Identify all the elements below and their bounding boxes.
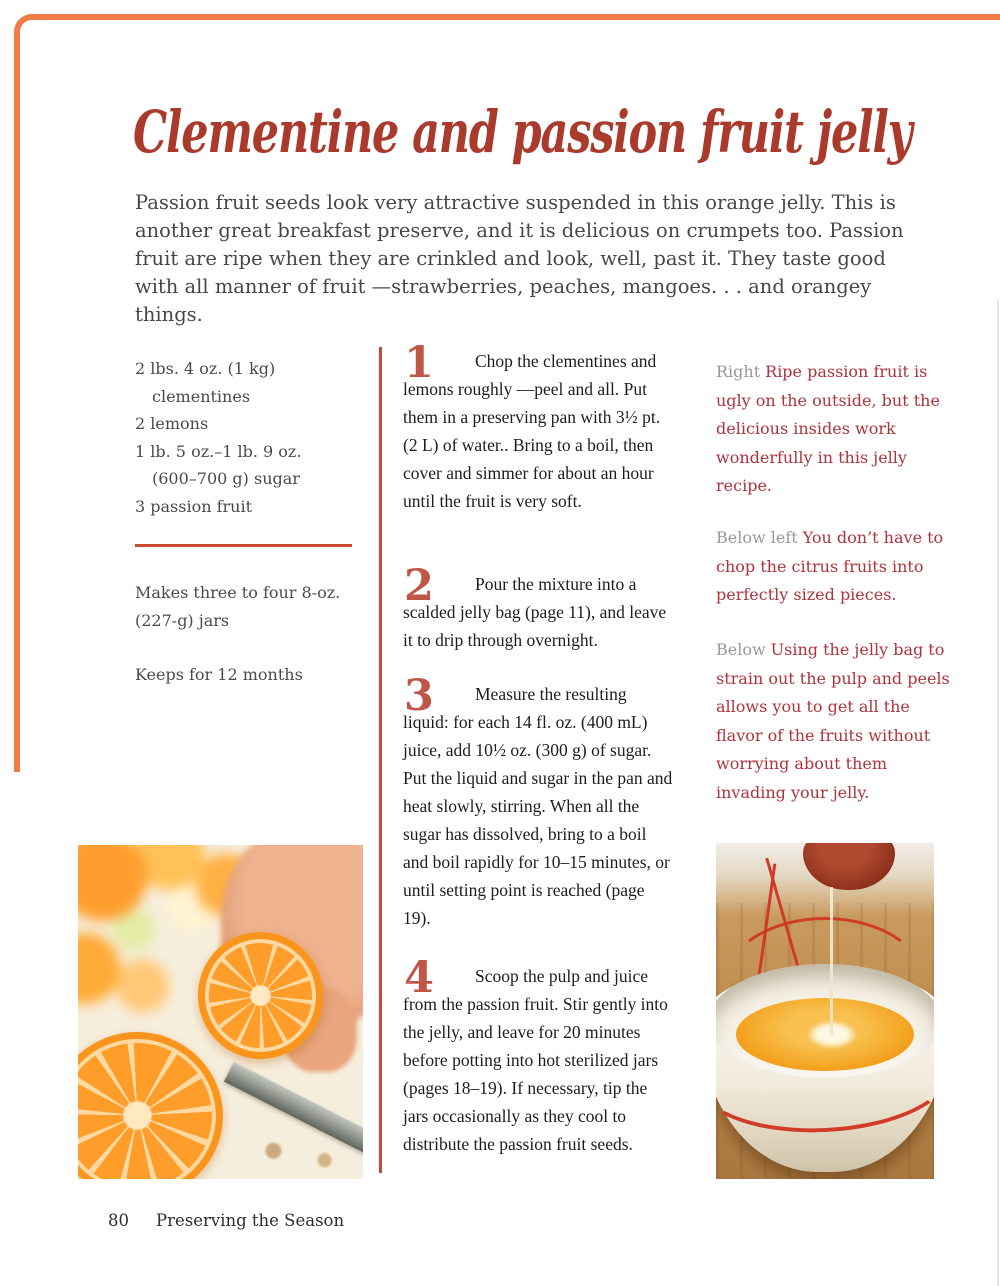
page-footer	[108, 1211, 344, 1230]
ingredients-divider-rule	[135, 544, 352, 547]
step	[403, 561, 675, 654]
drip-stream	[830, 887, 833, 1035]
ingredient-line: 1 lb. 5 oz.–1 lb. 9 oz.	[135, 441, 302, 461]
ingredient-line: 3 passion fruit	[135, 496, 253, 516]
step-number: 2	[404, 561, 434, 611]
caption-label: Below	[716, 640, 766, 659]
ingredient-line: 2 lemons	[135, 414, 209, 433]
caption-text: Using the jelly bag to strain out the pulp and peels allows you to get all the flavor of the fruits without worrying about them invading your jelly.	[716, 640, 950, 802]
book-title: Preserving the Season	[156, 1211, 345, 1230]
caption-text: You don’t have to chop the citrus fruits into perfectly sized pieces.	[716, 528, 944, 604]
step-text: Measure the resulting liquid: for each 14 fl. oz. (400 mL) juice, add 10½ oz. (300 g) of sugar. Put the liquid and sugar in the pan and heat slowly, stirring. When all the sugar has dissolved, bring to a boil and boil rapidly for 10–15 minutes, or until setting point is reached (page 19).	[403, 684, 673, 928]
photo-caption	[716, 524, 954, 610]
step-number: 4	[404, 953, 434, 1003]
tablecloth-pattern	[235, 1132, 363, 1179]
caption-label: Below left	[716, 528, 798, 547]
photo-caption	[716, 636, 954, 807]
photo-caption	[716, 358, 954, 501]
yield-note: Makes three to four 8-oz. (227-g) jars	[135, 583, 341, 630]
photo-jelly-bag-over-bowl	[716, 843, 934, 1179]
recipe-title: Clementine and passion fruit jelly	[133, 98, 912, 166]
step-number: 3	[404, 671, 434, 721]
step	[403, 338, 675, 515]
ingredient-line: clementines	[152, 386, 251, 406]
ingredient-line: 2 lbs. 4 oz. (1 kg)	[135, 359, 276, 378]
step-number: 1	[404, 338, 434, 388]
step-text: Chop the clementines and lemons roughly —peel and all. Put them in a preserving pan with 3½ pt. (2 L) of water.. Bring to a boil, then cover and simmer for about an hour until the fruit is very soft.	[403, 351, 661, 511]
column-divider-rule	[379, 347, 382, 1173]
keeps-note: Keeps for 12 months	[135, 665, 303, 684]
recipe-intro: Passion fruit seeds look very attractive suspended in this orange jelly. This is another great breakfast preserve, and it is delicious on crumpets too. Passion fruit are ripe when they are crinkled and look, well, past it. They taste good with all manner of fruit —strawberries, peaches, mangoes. . . and orangey things.	[135, 191, 904, 326]
step	[403, 671, 675, 932]
jelly-bag	[803, 843, 895, 890]
photo-chopping-clementines	[78, 845, 363, 1179]
step-text: Scoop the pulp and juice from the passion fruit. Stir gently into the jelly, and leave for 20 minutes before potting into hot sterilized jars (pages 18–19). If necessary, tip the jars occasionally as they cool to distribute the passion fruit seeds.	[403, 966, 668, 1154]
step-text: Pour the mixture into a scalded jelly bag (page 11), and leave it to drip through overnight.	[403, 574, 667, 650]
caption-text: Ripe passion fruit is ugly on the outside, but the delicious insides work wonderfully in this jelly recipe.	[716, 362, 940, 495]
page-edge-shadow	[997, 300, 999, 1286]
step	[403, 953, 675, 1158]
ingredients-list	[135, 355, 367, 520]
ingredient-line: (600–700 g) sugar	[152, 469, 300, 488]
page-number: 80	[108, 1211, 129, 1230]
caption-label: Right	[716, 362, 761, 381]
